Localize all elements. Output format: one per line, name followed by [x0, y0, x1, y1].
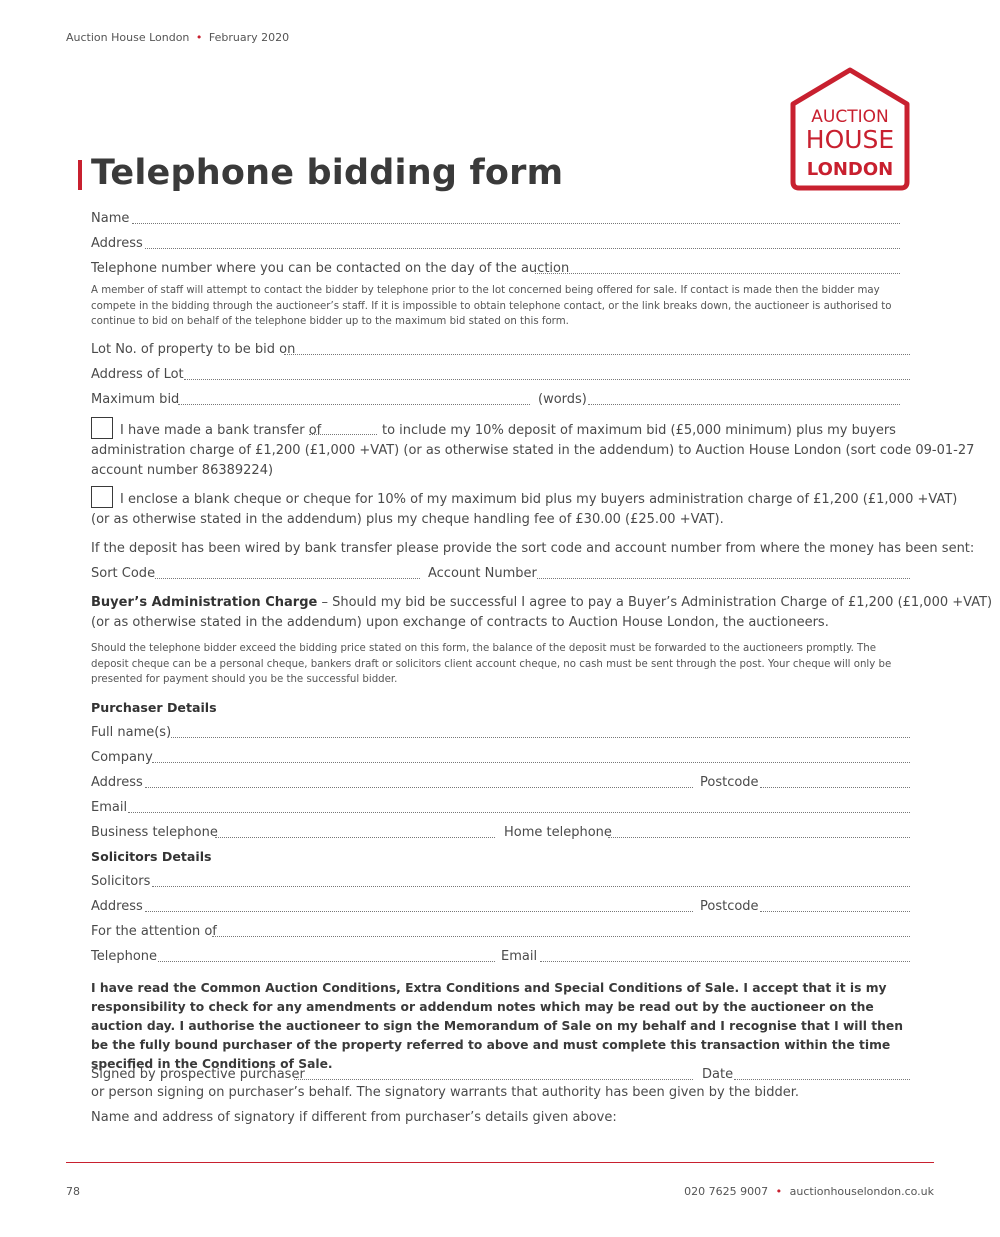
date-label: Date — [702, 1067, 734, 1082]
admin-charge-heading: Buyer’s Administration Charge — [91, 595, 318, 610]
title-accent-bar — [78, 160, 82, 190]
maximum-bid-label: Maximum bid — [91, 392, 180, 407]
solicitors-postcode-label: Postcode — [700, 899, 759, 914]
date-field[interactable] — [734, 1079, 910, 1080]
cheque-line1: I enclose a blank cheque or cheque for 10% of my maximum bid plus my buyers administration charge of £1,200 (£1,000 +VAT) — [120, 492, 958, 507]
contact-notice: A member of staff will attempt to contact the bidder by telephone prior to the lot concerned being offered for sale. If contact is made then the bidder may compete in the bidding through the auctioneer’s staff. If it is impossible to obtain telephone contact, or the link breaks down, the auctioneer is authorised to continue to bid on behalf of the telephone bidder up to the maximum bid stated on this form. — [91, 285, 892, 327]
solicitors-telephone-field[interactable] — [158, 961, 495, 962]
account-number-label: Account Number — [428, 566, 537, 581]
solicitors-address-field[interactable] — [145, 911, 693, 912]
maximum-bid-field[interactable] — [178, 404, 530, 405]
wire-note: If the deposit has been wired by bank transfer please provide the sort code and account number from where the money has been sent: — [91, 541, 975, 556]
logo-line-2: HOUSE — [805, 125, 895, 154]
lot-address-label: Address of Lot — [91, 367, 184, 382]
solicitors-label: Solicitors — [91, 874, 151, 889]
purchaser-address-label: Address — [91, 775, 143, 790]
business-telephone-label: Business telephone — [91, 825, 218, 840]
lot-address-field[interactable] — [184, 379, 910, 380]
page-header — [66, 31, 289, 44]
signed-by-label: Signed by prospective purchaser — [91, 1067, 305, 1082]
solicitors-heading: Solicitors Details — [91, 849, 212, 864]
address-field[interactable] — [145, 248, 900, 249]
name-label: Name — [91, 211, 130, 226]
admin-charge-line2: (or as otherwise stated in the addendum) upon exchange of contracts to Auction House London, the auctioneers. — [91, 615, 829, 630]
footer-contact — [684, 1185, 934, 1198]
signatory-note: or person signing on purchaser’s behalf. The signatory warrants that authority has been given by the bidder. — [91, 1085, 799, 1100]
header-separator: • — [195, 31, 203, 44]
bank-transfer-amount-field[interactable] — [309, 434, 377, 435]
cheque-line2: (or as otherwise stated in the addendum) plus my cheque handling fee of £30.00 (£25.00 +VAT). — [91, 512, 724, 527]
purchaser-postcode-label: Postcode — [700, 775, 759, 790]
footer-separator: • — [775, 1185, 783, 1198]
footer-website: auctionhouselondon.co.uk — [789, 1185, 934, 1198]
telephone-label: Telephone number where you can be contacted on the day of the auction — [91, 261, 570, 276]
header-date: February 2020 — [208, 31, 290, 44]
purchaser-postcode-field[interactable] — [760, 787, 910, 788]
auction-house-logo — [788, 66, 912, 192]
business-telephone-field[interactable] — [215, 837, 495, 838]
page-title: Telephone bidding form — [91, 153, 564, 193]
solicitors-postcode-field[interactable] — [760, 911, 910, 912]
attention-label: For the attention of — [91, 924, 217, 939]
solicitors-email-label: Email — [501, 949, 538, 964]
cheque-checkbox[interactable] — [91, 486, 113, 508]
purchaser-email-field[interactable] — [128, 812, 910, 813]
lot-number-label: Lot No. of property to be bid on — [91, 342, 296, 357]
words-label: (words) — [538, 392, 587, 407]
sort-code-field[interactable] — [155, 578, 420, 579]
home-telephone-field[interactable] — [608, 837, 910, 838]
solicitors-address-label: Address — [91, 899, 143, 914]
bank-transfer-prefix: I have made a bank transfer of — [120, 423, 322, 438]
bank-transfer-checkbox[interactable] — [91, 417, 113, 439]
telephone-field[interactable] — [535, 273, 900, 274]
full-names-field[interactable] — [171, 737, 910, 738]
footer-divider — [66, 1162, 934, 1163]
lot-number-field[interactable] — [284, 354, 910, 355]
solicitors-email-field[interactable] — [540, 961, 910, 962]
purchaser-address-field[interactable] — [145, 787, 693, 788]
declaration-text: I have read the Common Auction Conditions, Extra Conditions and Special Conditions of Sale. I accept that it is my responsibility to check for any amendments or addendum notes which may be read out by the auctioneer on the auction day. I authorise the auctioneer to sign the Memorandum of Sale on my behalf and I recognise that I will then be the fully bound purchaser of the property referred to above and must complete this transaction within the time specified in the Conditions of Sale. — [91, 981, 903, 1071]
admin-charge-line1 — [91, 595, 992, 610]
header-org: Auction House London — [66, 31, 190, 44]
bank-transfer-line2: administration charge of £1,200 (£1,000 +VAT) (or as otherwise stated in the addendum) to Auction House London (sort code 09-01-27 — [91, 443, 975, 458]
logo-line-1: AUCTION — [811, 107, 889, 127]
footer-phone: 020 7625 9007 — [684, 1185, 769, 1198]
solicitors-telephone-label: Telephone — [91, 949, 158, 964]
solicitors-field[interactable] — [152, 886, 910, 887]
admin-charge-text: – Should my bid be successful I agree to pay a Buyer’s Administration Charge of £1,200 (£1,000 +VAT) — [321, 595, 993, 610]
company-label: Company — [91, 750, 153, 765]
full-names-label: Full name(s) — [91, 725, 172, 740]
purchaser-email-label: Email — [91, 800, 128, 815]
maximum-bid-words-field[interactable] — [588, 404, 900, 405]
sort-code-label: Sort Code — [91, 566, 156, 581]
company-field[interactable] — [152, 762, 910, 763]
signature-field[interactable] — [294, 1079, 693, 1080]
page-number: 78 — [66, 1185, 80, 1198]
home-telephone-label: Home telephone — [504, 825, 612, 840]
account-number-field[interactable] — [537, 578, 910, 579]
address-label: Address — [91, 236, 143, 251]
deposit-note: Should the telephone bidder exceed the bidding price stated on this form, the balance of the deposit must be forwarded to the auctioneers promptly. The deposit cheque can be a personal cheque, bankers draft or solicitors client account cheque, no cash must be sent through the post. Your cheque will only be presented for payment should you be the successful bidder. — [91, 643, 892, 685]
bank-transfer-line3: account number 86389224) — [91, 463, 274, 478]
name-field[interactable] — [132, 223, 900, 224]
bank-transfer-suffix: to include my 10% deposit of maximum bid (£5,000 minimum) plus my buyers — [382, 423, 896, 438]
signatory-name-address-label: Name and address of signatory if different from purchaser’s details given above: — [91, 1110, 617, 1125]
attention-field[interactable] — [212, 936, 910, 937]
logo-line-3: LONDON — [806, 159, 894, 180]
purchaser-heading: Purchaser Details — [91, 700, 217, 715]
